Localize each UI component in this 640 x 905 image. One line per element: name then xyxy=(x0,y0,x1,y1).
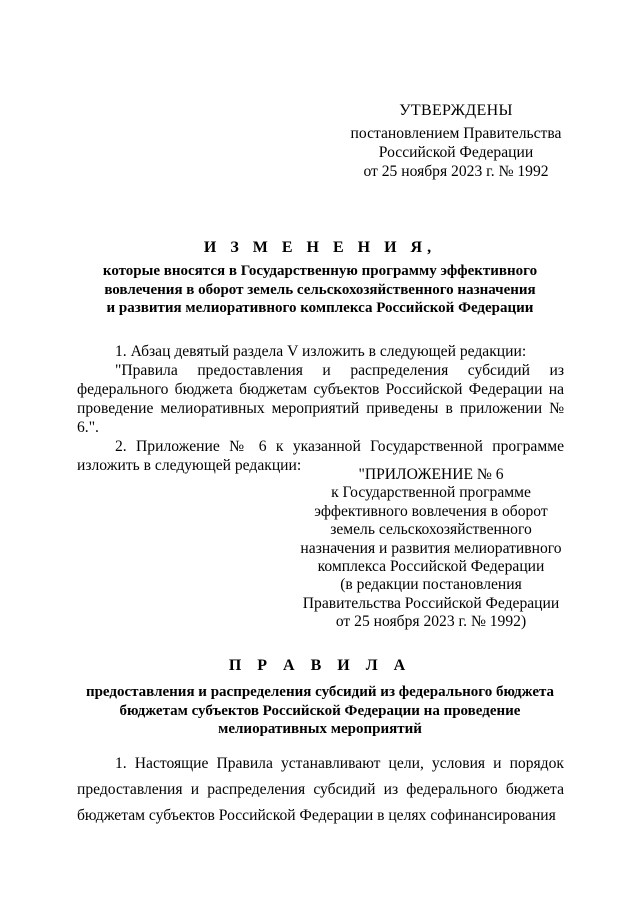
rules-body xyxy=(77,751,564,829)
approval-line: от 25 ноября 2023 г. № 1992 xyxy=(363,163,549,180)
approval-line: постановлением Правительства xyxy=(350,125,562,142)
appendix-line: Правительства Российской Федерации xyxy=(302,594,560,612)
changes-title: И З М Е Н Е Н И Я, xyxy=(203,239,437,256)
approval-line: Российской Федерации xyxy=(378,144,534,161)
appendix-line: эффективного вовлечения в оборот xyxy=(314,502,548,520)
changes-subtitle-line: вовлечения в оборот земель сельскохозяйственного назначения xyxy=(104,281,536,298)
changes-subtitle-line: и развития мелиоративного комплекса Российской Федерации xyxy=(106,300,534,316)
item-2-continuation: изложить в следующей редакции: xyxy=(77,457,302,474)
rules-subtitle-line: бюджетам субъектов Российской Федерации на проведение xyxy=(119,702,521,719)
item-2: 2. Приложение № 6 к указанной Государственной программе xyxy=(115,438,564,455)
rules-subtitle-line: мелиоративных мероприятий xyxy=(218,721,422,737)
changes-body xyxy=(77,342,564,475)
appendix-line: земель сельскохозяйственного xyxy=(330,521,532,539)
item-1: 1. Абзац девятый раздела V изложить в следующей редакции: xyxy=(115,343,527,360)
appendix-line: "ПРИЛОЖЕНИЕ № 6 xyxy=(358,466,504,483)
changes-subtitle xyxy=(60,262,580,318)
rules-paragraph-1: 1. Настоящие Правила устанавливают цели, условия и порядок предоставления и распределения субсидий из федерального бюджета бюджетам субъектов Российской Федерации в целях софинансирования xyxy=(77,755,564,824)
approval-block xyxy=(350,101,562,181)
appendix-line: комплекса Российской Федерации xyxy=(317,558,545,576)
changes-subtitle-line: которые вносятся в Государственную программу эффективного xyxy=(102,263,538,279)
appendix-line: (в редакции постановления xyxy=(340,576,522,594)
rules-subtitle-line: предоставления и распределения субсидий из федерального бюджета xyxy=(85,684,555,700)
appendix-line: от 25 ноября 2023 г. № 1992) xyxy=(335,613,527,631)
approval-heading: УТВЕРЖДЕНЫ xyxy=(399,102,513,119)
rules-subtitle xyxy=(60,683,580,739)
item-1-quote: "Правила предоставления и распределения субсидий из федерального бюджета бюджетам субъектов Российской Федерации на проведение мелиоративных мероприятий приведены в приложении № 6.". xyxy=(77,362,564,436)
appendix-line: назначения и развития мелиоративного xyxy=(300,539,562,557)
appendix-block xyxy=(300,466,562,632)
rules-title: П Р А В И Л А xyxy=(228,657,412,674)
appendix-line: к Государственной программе xyxy=(331,484,531,502)
